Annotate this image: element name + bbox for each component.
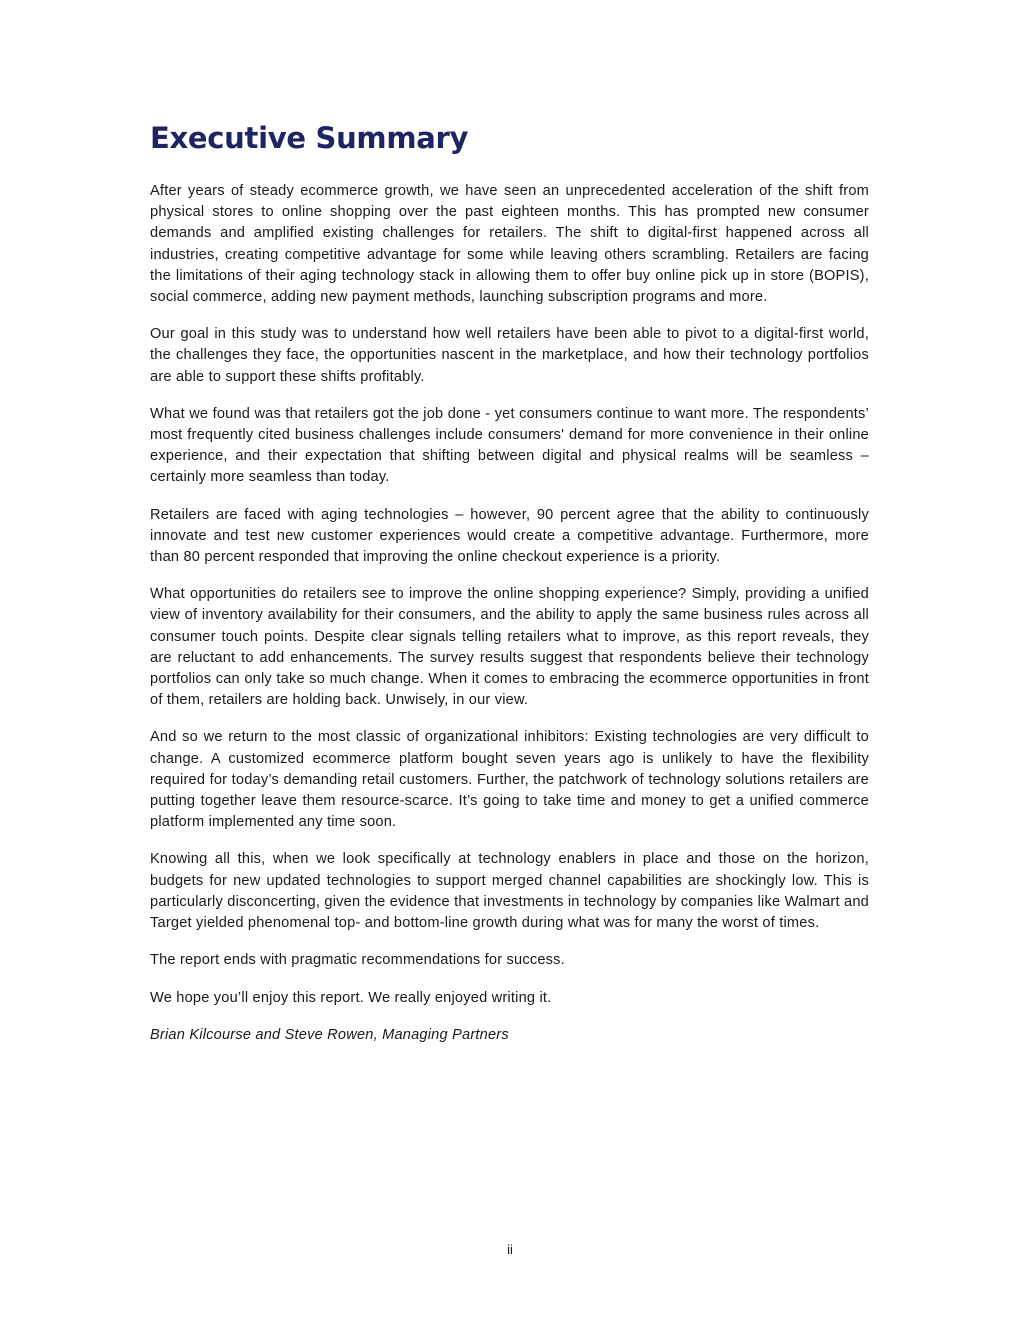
- signature: Brian Kilcourse and Steve Rowen, Managing Partners: [150, 1026, 509, 1043]
- page-number: ii: [507, 1242, 513, 1257]
- paragraph-3: What we found was that retailers got the job done - yet consumers continue to want more. The respondents’ most frequently cited business challenges include consumers' demand for more convenience in their online experience, and their expectation that shifting between digital and physical realms will be seamless – certainly more seamless than today.: [150, 405, 869, 486]
- paragraph-5: What opportunities do retailers see to improve the online shopping experience? Simply, providing a unified view of inventory availability for their consumers, and the ability to apply the same business rules across all consumer touch points. Despite clear signals telling retailers what to improve, as this report reveals, they are reluctant to add enhancements. The survey results suggest that respondents believe their technology portfolios can only take so much change. When it comes to embracing the ecommerce opportunities in front of them, retailers are holding back. Unwisely, in our view.: [150, 586, 869, 709]
- paragraph-8: The report ends with pragmatic recommendations for success.: [150, 952, 565, 969]
- paragraph-1: After years of steady ecommerce growth, we have seen an unprecedented acceleration of the shift from physical stores to online shopping over the past eighteen months. This has prompted new consumer demands and amplified existing challenges for retailers. The shift to digital-first happened across all industries, creating competitive advantage for some while leaving others scrambling. Retailers are facing the limitations of their aging technology stack in allowing them to offer buy online pick up in store (BOPIS), social commerce, adding new payment methods, launching subscription programs and more.: [150, 183, 869, 306]
- page-content: [150, 118, 869, 1046]
- paragraph-2: Our goal in this study was to understand how well retailers have been able to pivot to a digital-first world, the challenges they face, the opportunities nascent in the marketplace, and how their technology portfolios are able to support these shifts profitably.: [150, 326, 869, 385]
- paragraph-4: Retailers are faced with aging technologies – however, 90 percent agree that the ability to continuously innovate and test new customer experiences would create a competitive advantage. Furthermore, more than 80 percent responded that improving the online checkout experience is a priority.: [150, 506, 869, 566]
- paragraph-7: Knowing all this, when we look specifically at technology enablers in place and those on the horizon, budgets for new updated technologies to support merged channel capabilities are shockingly low. This is particularly disconcerting, given the evidence that investments in technology by companies like Walmart and Target yielded phenomenal top- and bottom-line growth during what was for many the worst of times.: [150, 851, 869, 932]
- page-title: Executive Summary: [150, 121, 469, 155]
- paragraph-6: And so we return to the most classic of organizational inhibitors: Existing technologies are very difficult to change. A customized ecommerce platform bought seven years ago is unlikely to have the flexibility required for today’s demanding retail customers. Further, the patchwork of technology solutions retailers are putting together leave them resource-scarce. It’s going to take time and money to get a unified commerce platform implemented any time soon.: [150, 729, 869, 831]
- paragraph-9: We hope you’ll enjoy this report. We really enjoyed writing it.: [150, 989, 552, 1006]
